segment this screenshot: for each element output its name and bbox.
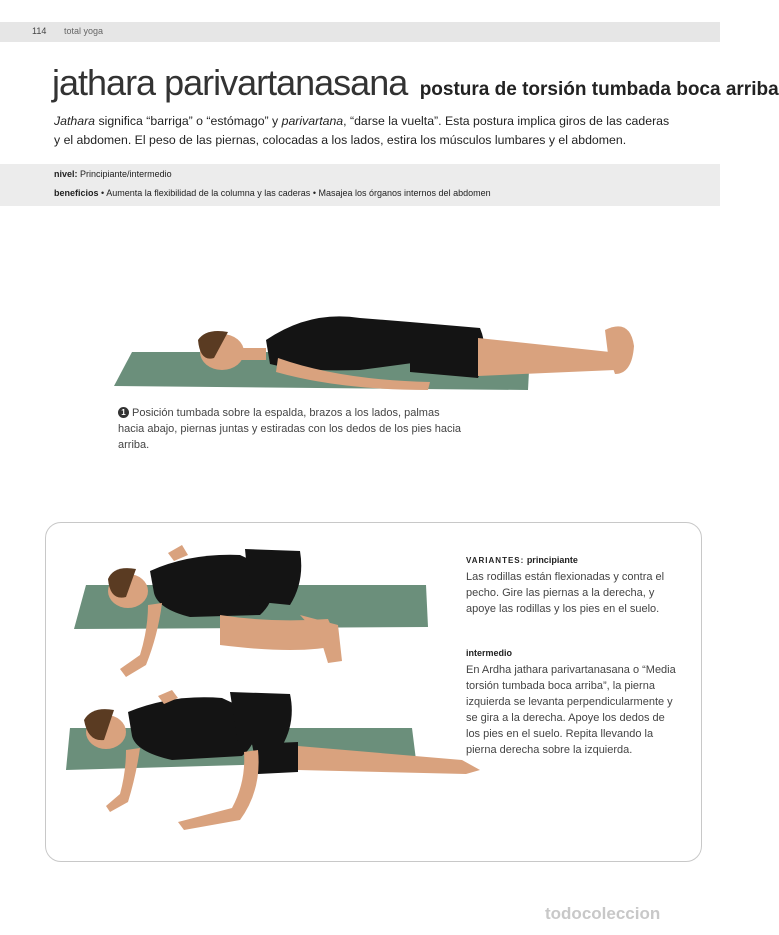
beginner-variant-text: Las rodillas están flexionadas y contra el pecho. Gire las piernas a la derecha, y apoye las rodillas y los pies en el suelo. <box>466 571 665 615</box>
level-label: nivel: <box>54 169 78 179</box>
level-value: Principiante/intermedio <box>80 169 172 179</box>
benefits-label: beneficios <box>54 188 99 198</box>
benefit-item: Masajea los órganos internos del abdomen <box>318 188 491 198</box>
variants-heading <box>466 555 578 565</box>
step-1-caption <box>118 405 463 453</box>
intermediate-variant-text: En Ardha jathara parivartanasana o “Media torsión tumbada boca arriba”, la pierna izquierda se levanta perpendicularmente y se gira a la derecha. Apoye los dedos de los pies en el suelo. Repita llevando la pierna derecha sobre la izquierda. <box>466 664 676 756</box>
intermediate-heading: intermedio <box>466 648 513 658</box>
intro-text-2: , “darse la vuelta”. Esta postura implica giros de las caderas y el abdomen. El peso de las piernas, colocadas a los lados, estira los músculos lumbares y el abdomen. <box>54 114 670 147</box>
beginner-level-label: principiante <box>526 555 578 565</box>
benefits-line: beneficios • Aumenta la flexibilidad de la columna y las caderas • Masajea los órganos internos del abdomen <box>54 188 491 198</box>
supine-pose-photo <box>110 300 650 400</box>
benefit-item: Aumenta la flexibilidad de la columna y las caderas <box>106 188 311 198</box>
step-1-text: Posición tumbada sobre la espalda, brazos a los lados, palmas hacia abajo, piernas juntas y estiradas con los dedos de los pies hacia arriba. <box>118 407 462 451</box>
variants-label: VARIANTES: <box>466 556 525 565</box>
running-header-bar <box>0 22 720 42</box>
watermark: todocoleccion <box>545 904 661 923</box>
pose-title: jathara parivartanasana <box>52 62 408 103</box>
step-number-badge: 1 <box>118 407 129 418</box>
intro-term-jathara: Jathara <box>54 114 96 128</box>
intro-term-parivartana: parivartana <box>281 114 344 128</box>
beginner-variant-photo <box>70 545 440 685</box>
intro-text-1: significa “barriga” o “estómago” y <box>95 114 282 128</box>
intro-paragraph <box>54 112 674 150</box>
pose-subtitle: postura de torsión tumbada boca arriba <box>419 79 779 100</box>
page-number: 114 <box>32 26 47 36</box>
level-line <box>54 169 172 179</box>
intermediate-variant-photo <box>62 690 482 840</box>
page-title <box>52 62 779 104</box>
running-head: total yoga <box>64 26 104 36</box>
